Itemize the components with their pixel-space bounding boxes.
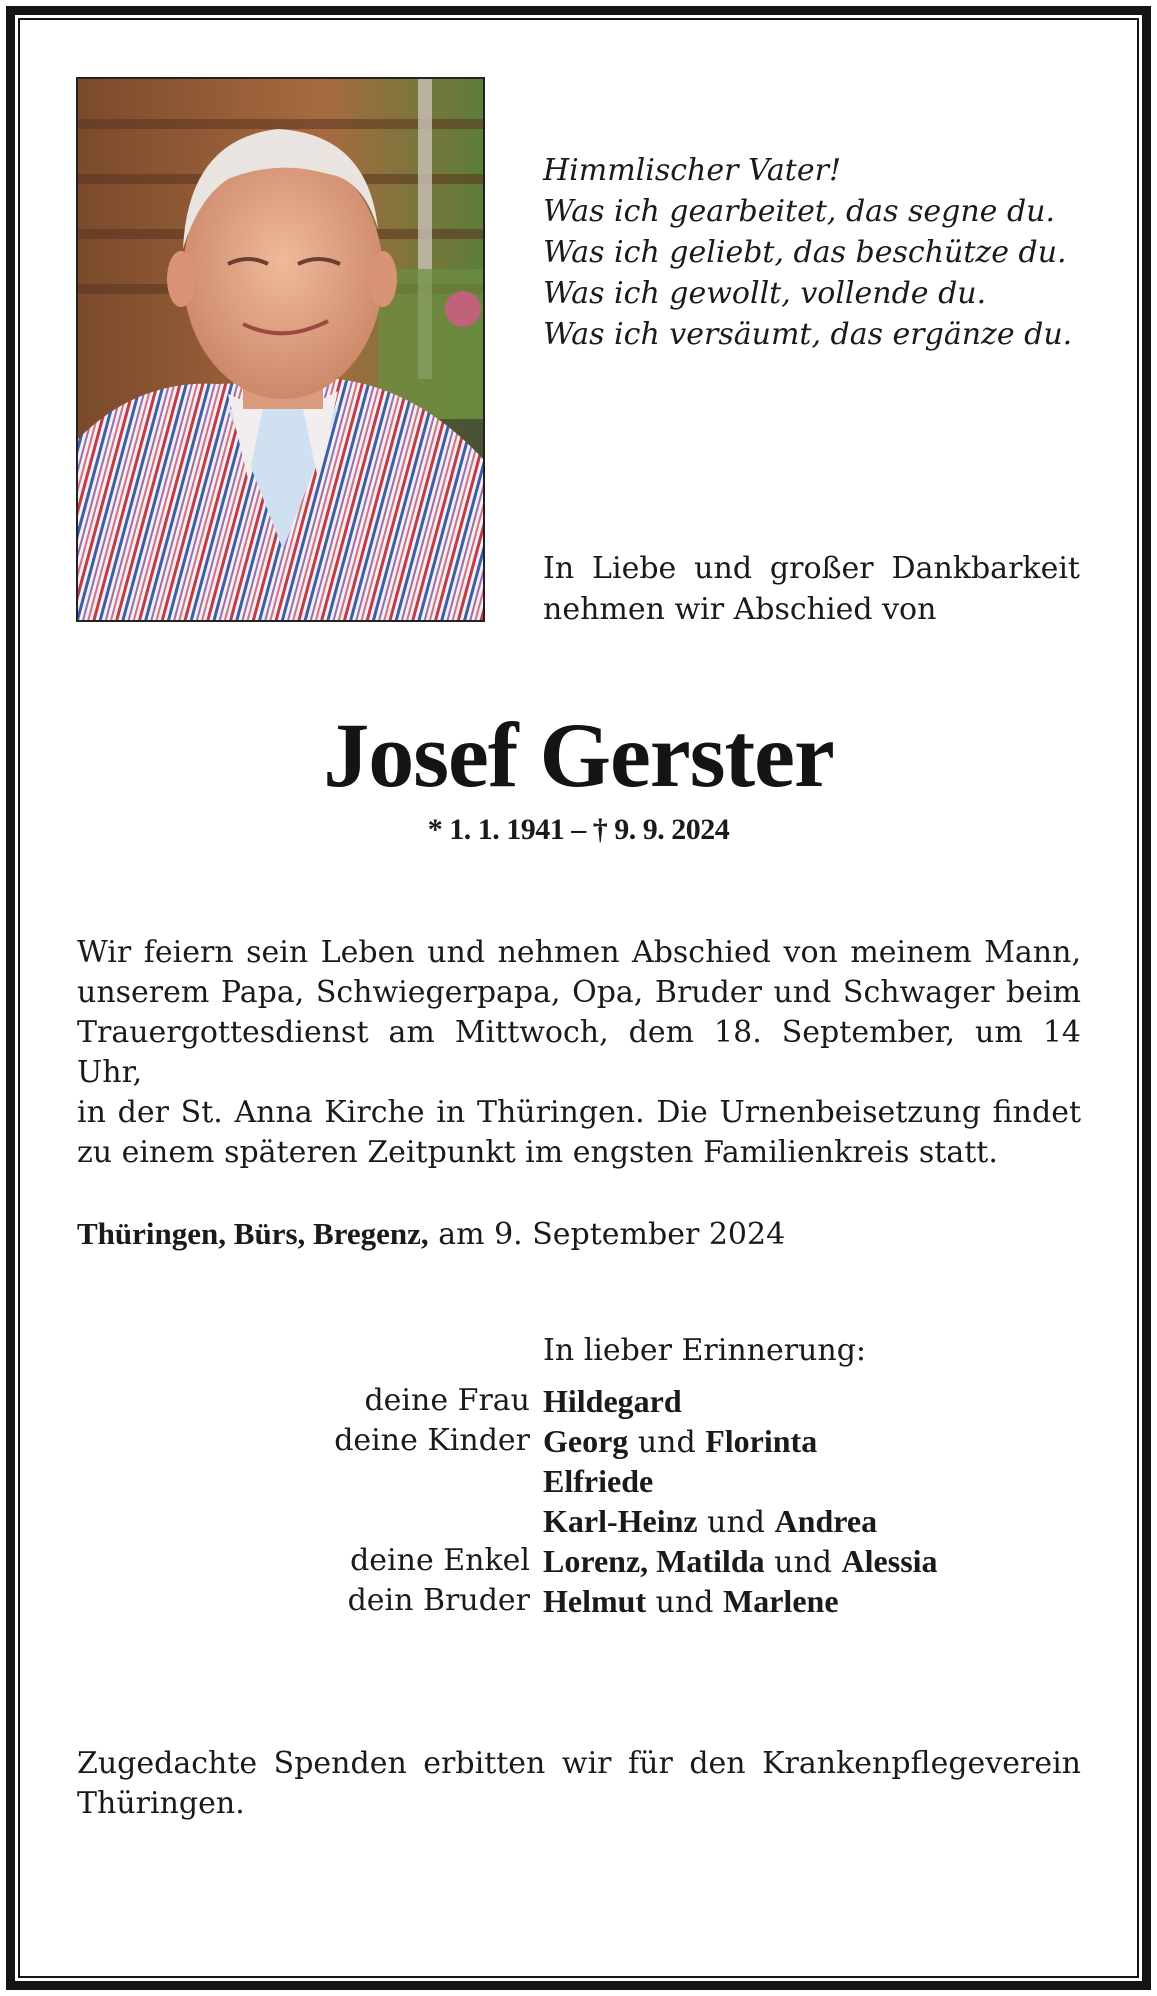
donation-line: Thüringen.: [77, 1786, 245, 1821]
announcement-line: Wir feiern sein Leben und nehmen Abschied von meinem Mann,: [77, 935, 1081, 970]
family-row: [0, 1381, 1157, 1421]
prayer-line: Was ich gewollt, vollende du.: [543, 276, 987, 311]
family-relation: deine Enkel: [350, 1543, 530, 1578]
prayer-line: Was ich gearbeitet, das segne du.: [543, 194, 1056, 229]
announcement-line: zu einem späteren Zeitpunkt im engsten Familienkreis statt.: [77, 1135, 998, 1170]
family-relation: deine Kinder: [334, 1423, 530, 1458]
intro-line: In Liebe und großer Dankbarkeit: [543, 551, 1080, 586]
family-member-name: Marlene: [723, 1583, 839, 1619]
place-date-line: [77, 1214, 785, 1255]
family-member-name: Elfriede: [543, 1463, 654, 1499]
connector-text: und: [628, 1425, 706, 1460]
family-names: [543, 1501, 877, 1543]
connector-text: und: [764, 1545, 842, 1580]
life-dates: * 1. 1. 1941 – † 9. 9. 2024: [427, 813, 730, 846]
announcement-line: Trauergottesdienst am Mittwoch, dem 18. September, um 14 Uhr,: [77, 1015, 1081, 1090]
family-names: [543, 1421, 817, 1463]
family-names: [543, 1461, 653, 1503]
family-row: [0, 1541, 1157, 1581]
family-member-name: Alessia: [841, 1543, 938, 1579]
family-relation: deine Frau: [364, 1383, 530, 1418]
family-member-name: Lorenz, Matilda: [543, 1543, 765, 1579]
family-relation: dein Bruder: [347, 1583, 530, 1618]
family-member-name: Andrea: [774, 1503, 878, 1539]
family-member-name: Helmut: [543, 1583, 647, 1619]
prayer-line: Was ich versäumt, das ergänze du.: [543, 317, 1073, 352]
prayer-verse: [543, 150, 1103, 355]
portrait-photo: [76, 77, 485, 622]
family-row: [0, 1421, 1157, 1461]
donation-line: Zugedachte Spenden erbitten wir für den Krankenpflegeverein: [77, 1746, 1081, 1781]
family-names: [543, 1581, 839, 1623]
intro-text: [543, 548, 1080, 630]
family-names: [543, 1381, 682, 1423]
date: am 9. September 2024: [438, 1217, 786, 1252]
family-member-name: Georg: [543, 1423, 629, 1459]
family-row: [0, 1461, 1157, 1501]
announcement-line: unserem Papa, Schwiegerpapa, Opa, Bruder und Schwager beim: [77, 975, 1081, 1010]
family-member-name: Florinta: [705, 1423, 818, 1459]
deceased-name: Josef Gerster: [323, 704, 834, 806]
connector-text: und: [697, 1505, 775, 1540]
prayer-line: Himmlischer Vater!: [543, 153, 841, 188]
family-member-name: Karl-Heinz: [543, 1503, 698, 1539]
family-row: [0, 1581, 1157, 1621]
places: Thüringen, Bürs, Bregenz,: [77, 1216, 429, 1251]
intro-line: nehmen wir Abschied von: [543, 592, 937, 627]
announcement-paragraph: [77, 933, 1081, 1173]
connector-text: und: [646, 1585, 724, 1620]
family-member-name: Hildegard: [543, 1383, 682, 1419]
announcement-line: in der St. Anna Kirche in Thüringen. Die Urnenbeisetzung findet: [77, 1095, 1081, 1130]
family-row: [0, 1501, 1157, 1541]
remembrance-heading: In lieber Erinnerung:: [543, 1333, 867, 1368]
donation-note: [77, 1744, 1081, 1824]
family-names: [543, 1541, 938, 1583]
prayer-line: Was ich geliebt, das beschütze du.: [543, 235, 1067, 270]
